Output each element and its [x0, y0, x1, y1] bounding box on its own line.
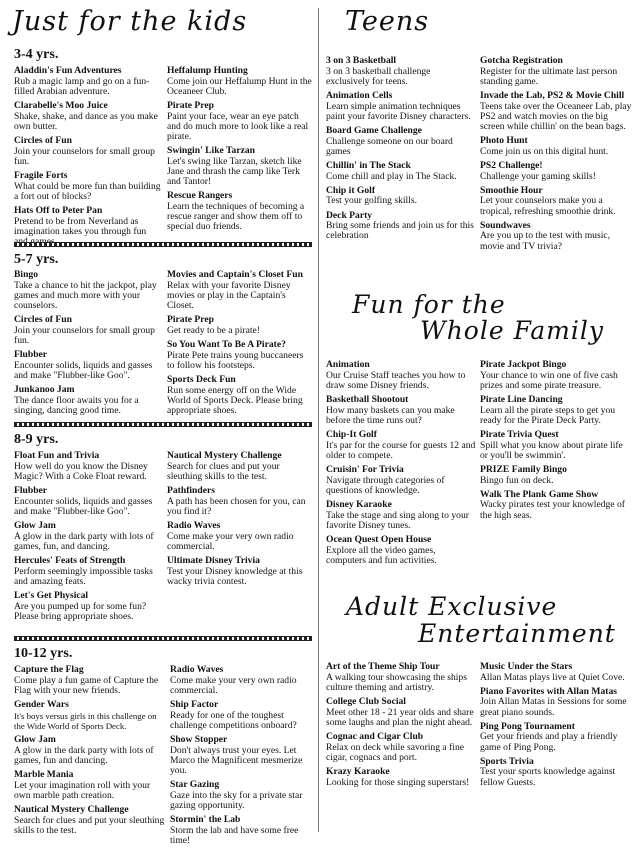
list-item: Gender Wars It's boys versus girls in this challenge on the Wide World of Sports Deck.: [14, 699, 157, 731]
list-item: Soundwaves Are you up to the test with music, movie and TV trivia?: [480, 219, 611, 252]
list-item: Sports Deck Fun Run some energy off on the Wide World of Sports Deck. Please bring appropriate shoes.: [167, 374, 303, 416]
list-item: Junkanoo Jam The dance floor awaits you for a singing, dancing good time.: [14, 384, 139, 416]
list-item: Ultimate Disney Trivia Test your Disney knowledge at this wacky trivia contest.: [167, 555, 303, 587]
list-item: Circles of Fun Join your counselors for small group fun.: [14, 314, 155, 346]
list-item: Music Under the Stars Allan Matas plays live at Quiet Cove.: [480, 661, 625, 683]
list-item: Krazy Karaoke Looking for those singing superstars!: [326, 766, 470, 788]
list-item: PRIZE Family Bingo Bingo fun on deck.: [480, 464, 567, 486]
section-divider: [14, 422, 312, 427]
teens-left-column: [326, 56, 474, 246]
list-item: Radio Waves Come make your very own radio commercial.: [170, 664, 297, 696]
list-item: Invade the Lab, PS2 & Movie Chill Teens take over the Oceaneer Lab, play PS2 and watch movies on the big screen while chillin' on the bean bags.: [480, 90, 632, 132]
kids-3-4-right-column: [167, 66, 313, 237]
family-heading-line1: Fun for the: [352, 290, 506, 319]
family-right-column: [480, 360, 632, 525]
list-item: Bingo Take a chance to hit the jackpot, play games and much more with your counselors.: [14, 269, 157, 311]
kids-8-9-right-column: [167, 451, 313, 591]
section-divider: [14, 242, 312, 247]
list-item: Star Gazing Gaze into the sky for a private star gazing opportunity.: [170, 779, 303, 811]
list-item: Circles of Fun Join your counselors for small group fun.: [14, 135, 155, 167]
list-item: Glow Jam A glow in the dark party with lots of games, fun and dancing.: [14, 734, 154, 766]
list-item: Chillin' in The Stack Come chill and play in The Stack.: [326, 160, 457, 182]
list-item: Float Fun and Trivia How well do you know the Disney Magic? With a Coke Float reward.: [14, 450, 148, 482]
list-item: Animation Cells Learn simple animation techniques paint your favorite Disney characters.: [326, 90, 471, 122]
list-item: Nautical Mystery Challenge Search for clues and put your sleuthing skills to the test.: [167, 450, 282, 482]
list-item: Movies and Captain's Closet Fun Relax with your favorite Disney movies or play in the Captain's Closet.: [167, 269, 303, 311]
list-item: Heffalump Hunting Come join our Heffalump Hunt in the Oceaneer Club.: [167, 65, 312, 97]
list-item: Photo Hunt Come join us on this digital hunt.: [480, 135, 609, 157]
kids-5-7-left-column: [14, 270, 162, 420]
list-item: Flubber Encounter solids, liquids and gasses and make "Flubber-like Goo".: [14, 485, 153, 517]
list-item: Board Game Challenge Challenge someone on our board games: [326, 125, 453, 157]
list-item: Hats Off to Peter Pan Pretend to be from Neverland as imagination takes you through fun: [14, 205, 147, 237]
kids-3-4-left-column: [14, 66, 162, 251]
teens-right-column: [480, 56, 632, 256]
list-item: College Club Social Meet other 18 - 21 year olds and share some laughs and plan the night ahead.: [326, 696, 474, 728]
adult-right-column: [480, 662, 632, 792]
list-item: Art of the Theme Ship Tour A walking tour showcasing the ships culture theming and artistry.: [326, 661, 467, 693]
column-divider: [318, 8, 319, 832]
list-item: Piano Favorites with Allan Matas Join Allan Matas in Sessions for some great piano sounds.: [480, 685, 627, 718]
list-item: Disney Karaoke Take the stage and sing along to your favorite Disney tunes.: [326, 499, 469, 531]
list-item: Ping Pong Tournament Get your friends and play a friendly game of Ping Pong.: [480, 720, 618, 753]
family-heading-line2: Whole Family: [420, 316, 604, 345]
list-item: Radio Waves Come make your very own radio commercial.: [167, 520, 294, 552]
list-item: Hercules' Feats of Strength Perform seemingly impossible tasks and amazing feats.: [14, 555, 153, 587]
list-item: So You Want To Be A Pirate? Pirate Pete trains young buccaneers to follow his footsteps.: [167, 339, 304, 371]
kids-5-7-right-column: [167, 270, 313, 420]
kids-10-12-right-column: [170, 665, 314, 850]
kids-heading: Just for the kids: [12, 6, 248, 37]
list-item: Let's Get Physical Are you pumped up for some fun? Please bring appropriate shoes.: [14, 590, 147, 622]
list-item: Ship Factor Ready for one of the toughest challenge competitions onboard?: [170, 699, 297, 731]
list-item: Nautical Mystery Challenge Search for clues and put your sleuthing skills to the test.: [14, 804, 165, 836]
section-divider: [14, 636, 312, 641]
list-item: Pirate Jackpot Bingo Your chance to win one of five cash prizes and some pirate treasure.: [480, 359, 618, 391]
list-item: Walk The Plank Game Show Wacky pirates test your knowledge of the high seas.: [480, 488, 625, 521]
list-item: Sports Trivia Test your sports knowledge against fellow Guests.: [480, 755, 616, 788]
list-item: Glow Jam A glow in the dark party with lots of games, fun, and dancing.: [14, 520, 154, 552]
family-left-column: [326, 360, 476, 570]
list-item: Animation Our Cruise Staff teaches you how to draw some Disney friends.: [326, 359, 466, 391]
adult-heading-line1: Adult Exclusive: [346, 592, 558, 621]
list-item: Flubber Encounter solids, liquids and gasses and make "Flubber-like Goo".: [14, 349, 153, 381]
age-heading-8-9: 8-9 yrs.: [14, 432, 59, 447]
list-item: Basketball Shootout How many baskets can you make before the time runs out?: [326, 394, 455, 426]
list-item: 3 on 3 Basketball 3 on 3 basketball challenge exclusively for teens.: [326, 55, 431, 87]
list-item: Aladdin's Fun Adventures Rub a magic lamp and go on a fun-filled Arabian adventure.: [14, 65, 150, 97]
list-item: Pirate Prep Paint your face, wear an eye patch and do much more to look like a real pirate.: [167, 100, 309, 142]
list-item: PS2 Challenge! Challenge your gaming skills!: [480, 160, 596, 182]
list-item: Capture the Flag Come play a fun game of Capture the Flag with your new friends.: [14, 664, 159, 696]
list-item: Fragile Forts What could be more fun than building a fort out of blocks?: [14, 170, 161, 202]
age-heading-3-4: 3-4 yrs.: [14, 47, 59, 62]
list-item: Pirate Trivia Quest Spill what you know about pirate life or you'll be swimmin'.: [480, 429, 623, 461]
list-item: Cruisin' For Trivia Navigate through categories of questions of knowledge.: [326, 464, 445, 496]
list-item: Chip-It Golf It's par for the course for guests 12 and older to compete.: [326, 429, 476, 461]
adult-left-column: [326, 662, 476, 792]
list-item: Ocean Quest Open House Explore all the video games, computers and fun activities.: [326, 534, 437, 566]
list-item: Show Stopper Don't always trust your eyes. Let Marco the Magnificent mesmerize you.: [170, 734, 303, 776]
list-item: Pirate Prep Get ready to be a pirate!: [167, 314, 260, 336]
list-item: Marble Mania Let your imagination roll with your own marble path creation.: [14, 769, 151, 801]
list-item: Smoothie Hour Let your counselors make you a tropical, refreshing smoothie drink.: [480, 184, 616, 217]
age-heading-10-12: 10-12 yrs.: [14, 646, 73, 661]
age-heading-5-7: 5-7 yrs.: [14, 252, 59, 267]
list-item: Pirate Line Dancing Learn all the pirate steps to get you ready for the Pirate Deck Party.: [480, 394, 616, 426]
list-item: Cognac and Cigar Club Relax on deck while savoring a fine cigar, cognacs and port.: [326, 731, 464, 763]
list-item: Gotcha Registration Register for the ultimate last person standing game.: [480, 55, 618, 87]
list-item: Rescue Rangers Learn the techniques of becoming a rescue ranger and show them off to special duo friends.: [167, 190, 305, 233]
teens-heading: Teens: [345, 6, 430, 37]
adult-heading-line2: Entertainment: [418, 619, 616, 648]
list-item: Chip it Golf Test your golfing skills.: [326, 184, 417, 207]
list-item: Clarabelle's Moo Juice Shake, shake, and dance as you make own butter.: [14, 100, 158, 132]
list-item: Stormin' the Lab Storm the lab and have some free time!: [170, 814, 299, 846]
list-item: Swingin' Like Tarzan Let's swing like Tarzan, sketch like Jane and thrash the camp like Terk and Tantor!: [167, 145, 302, 188]
list-item: Pathfinders A path has been chosen for you, can you find it?: [167, 485, 306, 517]
kids-8-9-left-column: [14, 451, 162, 626]
list-item: Deck Party Bring some friends and join us for this celebration: [326, 209, 474, 242]
kids-10-12-left-column: [14, 665, 166, 840]
